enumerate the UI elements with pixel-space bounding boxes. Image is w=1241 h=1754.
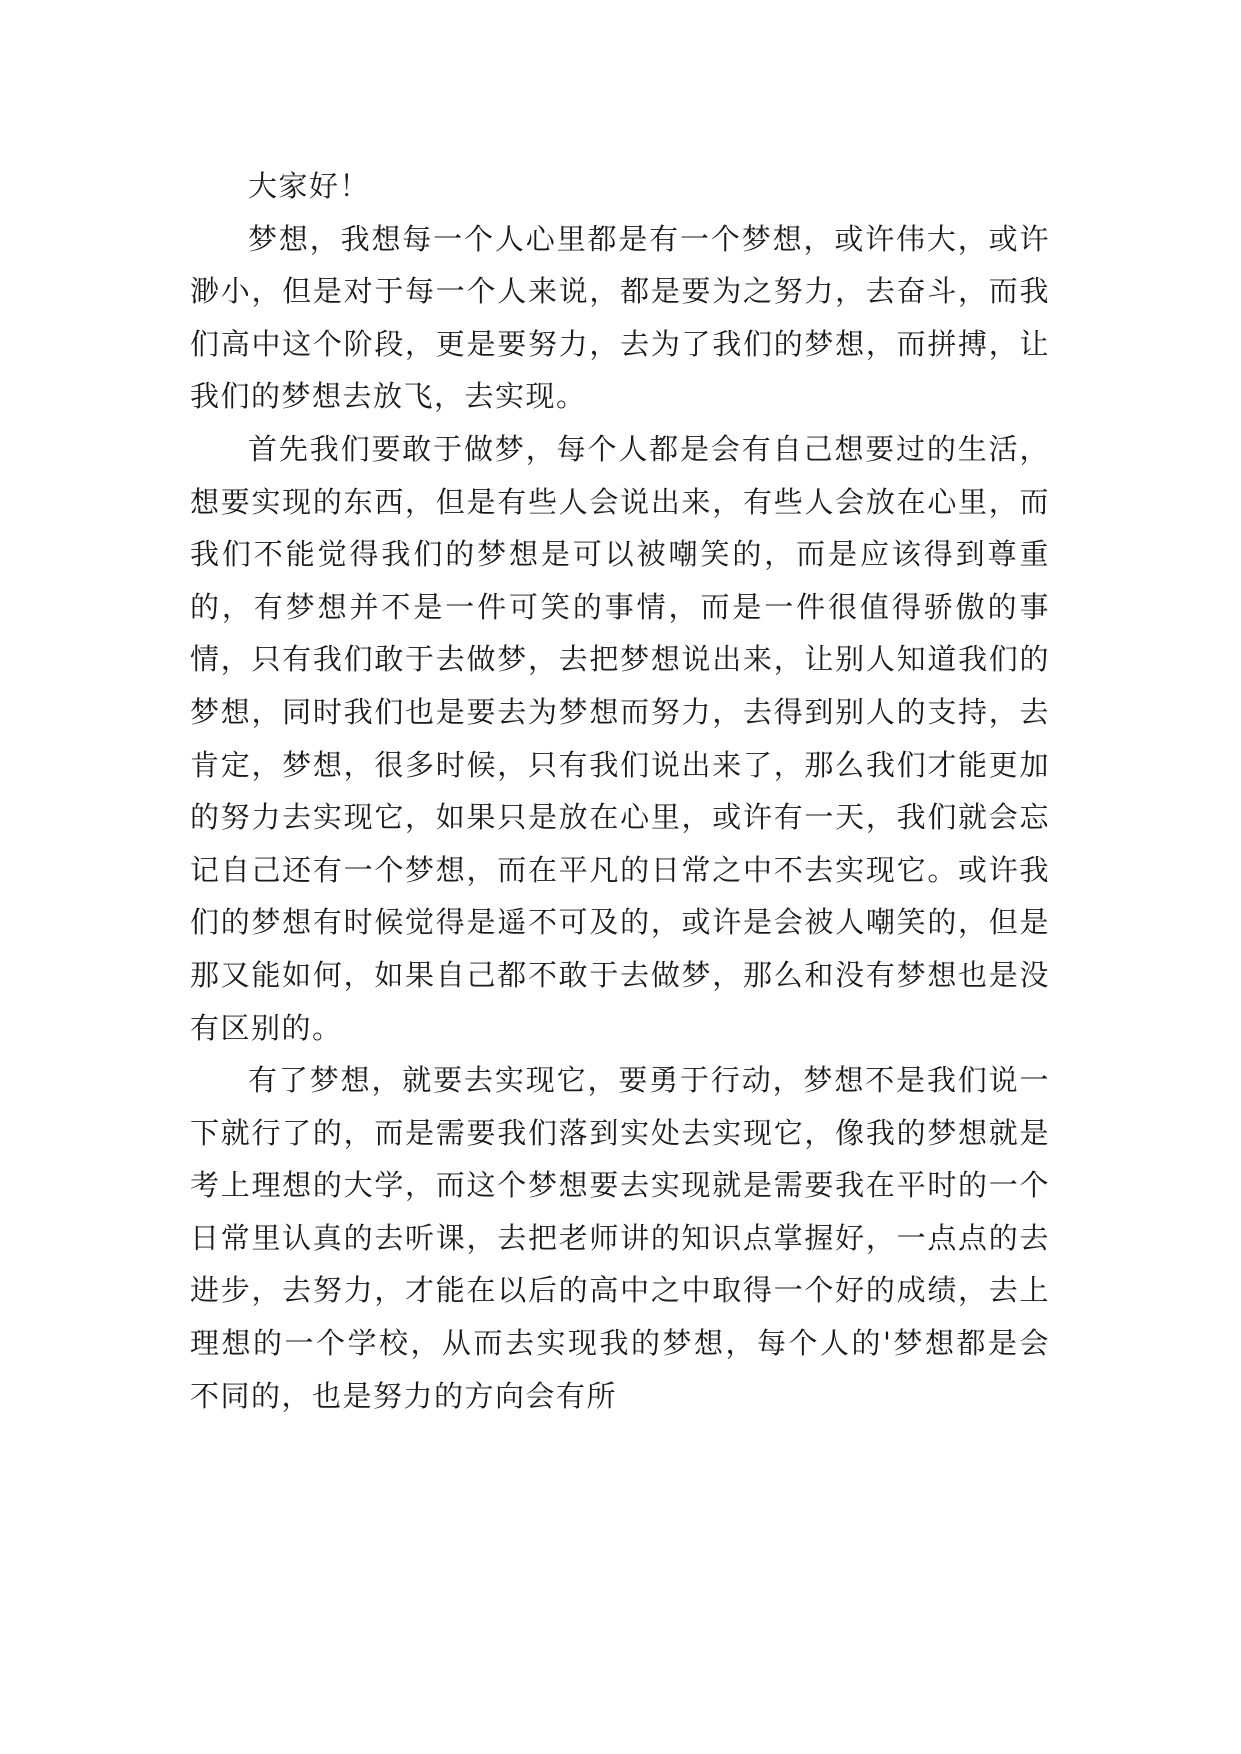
greeting-paragraph: 大家好！ <box>248 169 371 203</box>
body-paragraph-3: 有了梦想，就要去实现它，要勇于行动，梦想不是我们说一下就行了的，而是需要我们落到实处去实现它，像我的梦想就是考上理想的大学，而这个梦想要去实现就是需要我在平时的一个日常里认真的去听课，去把老师讲的知识点掌握好，一点点的去进步，去努力，才能在以后的高中之中取得一个好的成绩，去上理想的一个学校，从而去实现我的梦想，每个人的'梦想都是会不同的，也是努力的方向会有所 <box>190 1063 1050 1413</box>
body-paragraph-2: 首先我们要敢于做梦，每个人都是会有自己想要过的生活，想要实现的东西，但是有些人会说出来，有些人会放在心里，而我们不能觉得我们的梦想是可以被嘲笑的，而是应该得到尊重的，有梦想并不是一件可笑的事情，而是一件很值得骄傲的事情，只有我们敢于去做梦，去把梦想说出来，让别人知道我们的梦想，同时我们也是要去为梦想而努力，去得到别人的支持，去肯定，梦想，很多时候，只有我们说出来了，那么我们才能更加的努力去实现它，如果只是放在心里，或许有一天，我们就会忘记自己还有一个梦想，而在平凡的日常之中不去实现它。或许我们的梦想有时候觉得是遥不可及的，或许是会被人嘲笑的，但是那又能如何，如果自己都不敢于去做梦，那么和没有梦想也是没有区别的。 <box>190 431 1050 1045</box>
document-body <box>190 160 1050 1422</box>
body-paragraph-1: 梦想，我想每一个人心里都是有一个梦想，或许伟大，或许渺小，但是对于每一个人来说，都是要为之努力，去奋斗，而我们高中这个阶段，更是要努力，去为了我们的梦想，而拼搏，让我们的梦想去放飞，去实现。 <box>190 221 1050 414</box>
